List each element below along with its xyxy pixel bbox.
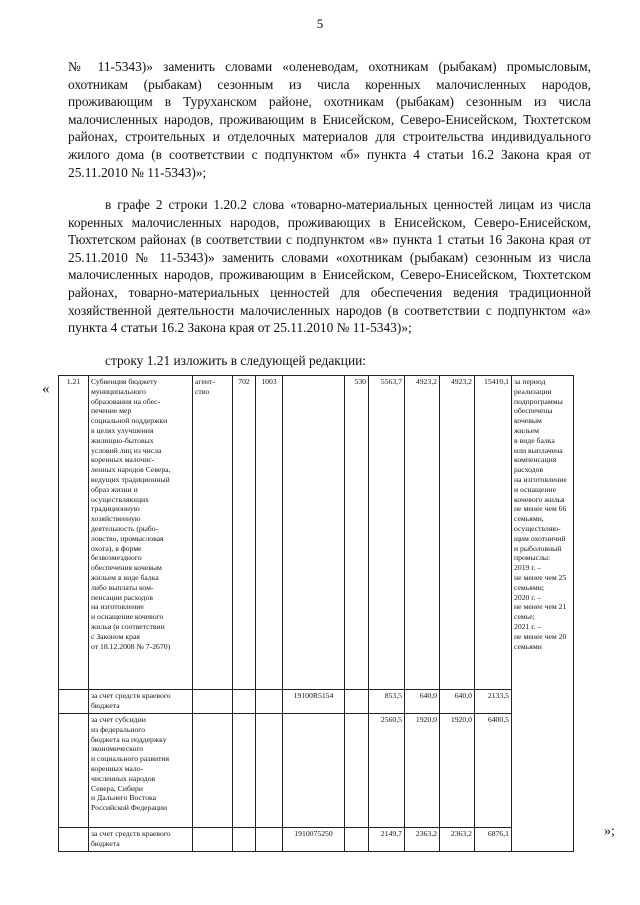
total-cell: 6400,5 (475, 714, 512, 828)
value-2020-cell: 640,0 (405, 690, 440, 714)
paragraph-2: в графе 2 строки 1.20.2 слова «товарно-материальных ценностей лицам из числа коренных малочисленных народов, проживающих в Енисейском, Северо-Енисейском, Тюхтетском районах (в соответствии с подпунктом «в» пункта 1 статьи 16 Закона края от 25.11.2010 № 11-5343)» заменить словами «охотникам (рыбакам) сезонным из числа малочисленных народов, проживающим в Енисейском, Северо-Енисейском, Тюхтетском районах, товарно-материальных ценностей для обеспечения ведения традиционной хозяйственной деятельности малочисленных народов (в соответствии с подпунктом «а» пункта 4 статьи 16.2 Закона края от 25.11.2010 № 11-5343)»; (68, 197, 591, 336)
quote-open-mark: « (42, 381, 50, 397)
source-label-cell: за счет субсидии из федерального бюджета на поддержку экономического и социального развития коренных мало- численных народов Севера, Сибири и Дальнего Востока Российской Федерации (89, 714, 193, 828)
section-cell: 1003 (256, 376, 283, 690)
total-cell: 15410,1 (475, 376, 512, 690)
row-number-cell: 1.21 (59, 376, 89, 690)
grbs-cell: 702 (233, 376, 256, 690)
table-row (59, 376, 604, 690)
paragraph-3: строку 1.21 изложить в следующей редакции: (105, 353, 366, 368)
quote-close-mark: »; (604, 824, 615, 839)
value-2020-cell: 4923,2 (405, 376, 440, 690)
row-1-21-table (58, 375, 604, 852)
value-2019-cell: 5563,7 (369, 376, 405, 690)
total-cell: 6876,1 (475, 828, 512, 852)
value-2021-cell: 640,0 (440, 690, 475, 714)
value-2019-cell: 2149,7 (369, 828, 405, 852)
total-cell: 2133,5 (475, 690, 512, 714)
page-number: 5 (316, 16, 324, 31)
paragraph-1: № 11-5343)» заменить словами «оленеводам, охотникам (рыбакам) промысловым, охотникам (рыбакам) сезонным из числа коренных малочисленных народов, проживающим в Туруханском районе, охотникам (рыбакам) сезонным из числа малочисленных народов, проживающим в Енисейском, Северо-Енисейском, Тюхтетском районах, строительных и отделочных материалов для строительства индивидуального жилого дома (в соответствии с подпунктом «б» пункта 4 статьи 16.2 Закона края от 25.11.2010 № 11-5343)»; (68, 59, 591, 180)
csr-cell: 19100R5154 (283, 690, 345, 714)
value-2019-cell: 2560,5 (369, 714, 405, 828)
value-2020-cell: 2363,2 (405, 828, 440, 852)
value-2021-cell: 2363,2 (440, 828, 475, 852)
value-2021-cell: 4923,2 (440, 376, 475, 690)
value-2019-cell: 853,5 (369, 690, 405, 714)
csr-cell: 1910075250 (283, 828, 345, 852)
source-label-cell: за счет средств краевого бюджета (89, 690, 193, 714)
executor-cell: агент- ство (193, 376, 233, 690)
csr-cell (283, 376, 345, 690)
item-name-cell: Субвенция бюджету муниципального образования на обес- печение мер социальной поддержки в целях улучшения жилищно-бытовых условий лиц из числа коренных малочис- ленных народов Севера, ведущих традиционный образ жизни и осуществляющих традиционную хозяйственную деятельность (рыбо- ловство, промысловая охота), в форме безвозмездного обеспечения кочевым жильем в виде балка либо выплаты ком- пенсации расходов на изготовление и оснащение кочевого жилья (в соответствии с Законом края от 18.12.2008 № 7-2670) (89, 376, 193, 690)
vr-cell: 530 (345, 376, 369, 690)
value-2020-cell: 1920,0 (405, 714, 440, 828)
source-label-cell: за счет средств краевого бюджета (89, 828, 193, 852)
value-2021-cell: 1920,0 (440, 714, 475, 828)
result-note-cell: за период реализации подпрограммы обеспечены кочевым жильем в виде балка или выплачена компенсация расходов на изготовление и оснащение кочевого жилья не менее чем 66 семьями, осуществляю- щим охотничий и рыболовный промыслы: 2019 г. – не менее чем 25 семьями; 2020 г. – не менее чем 21 семье; 2021 г. – не менее чем 20 семьями (512, 376, 574, 852)
